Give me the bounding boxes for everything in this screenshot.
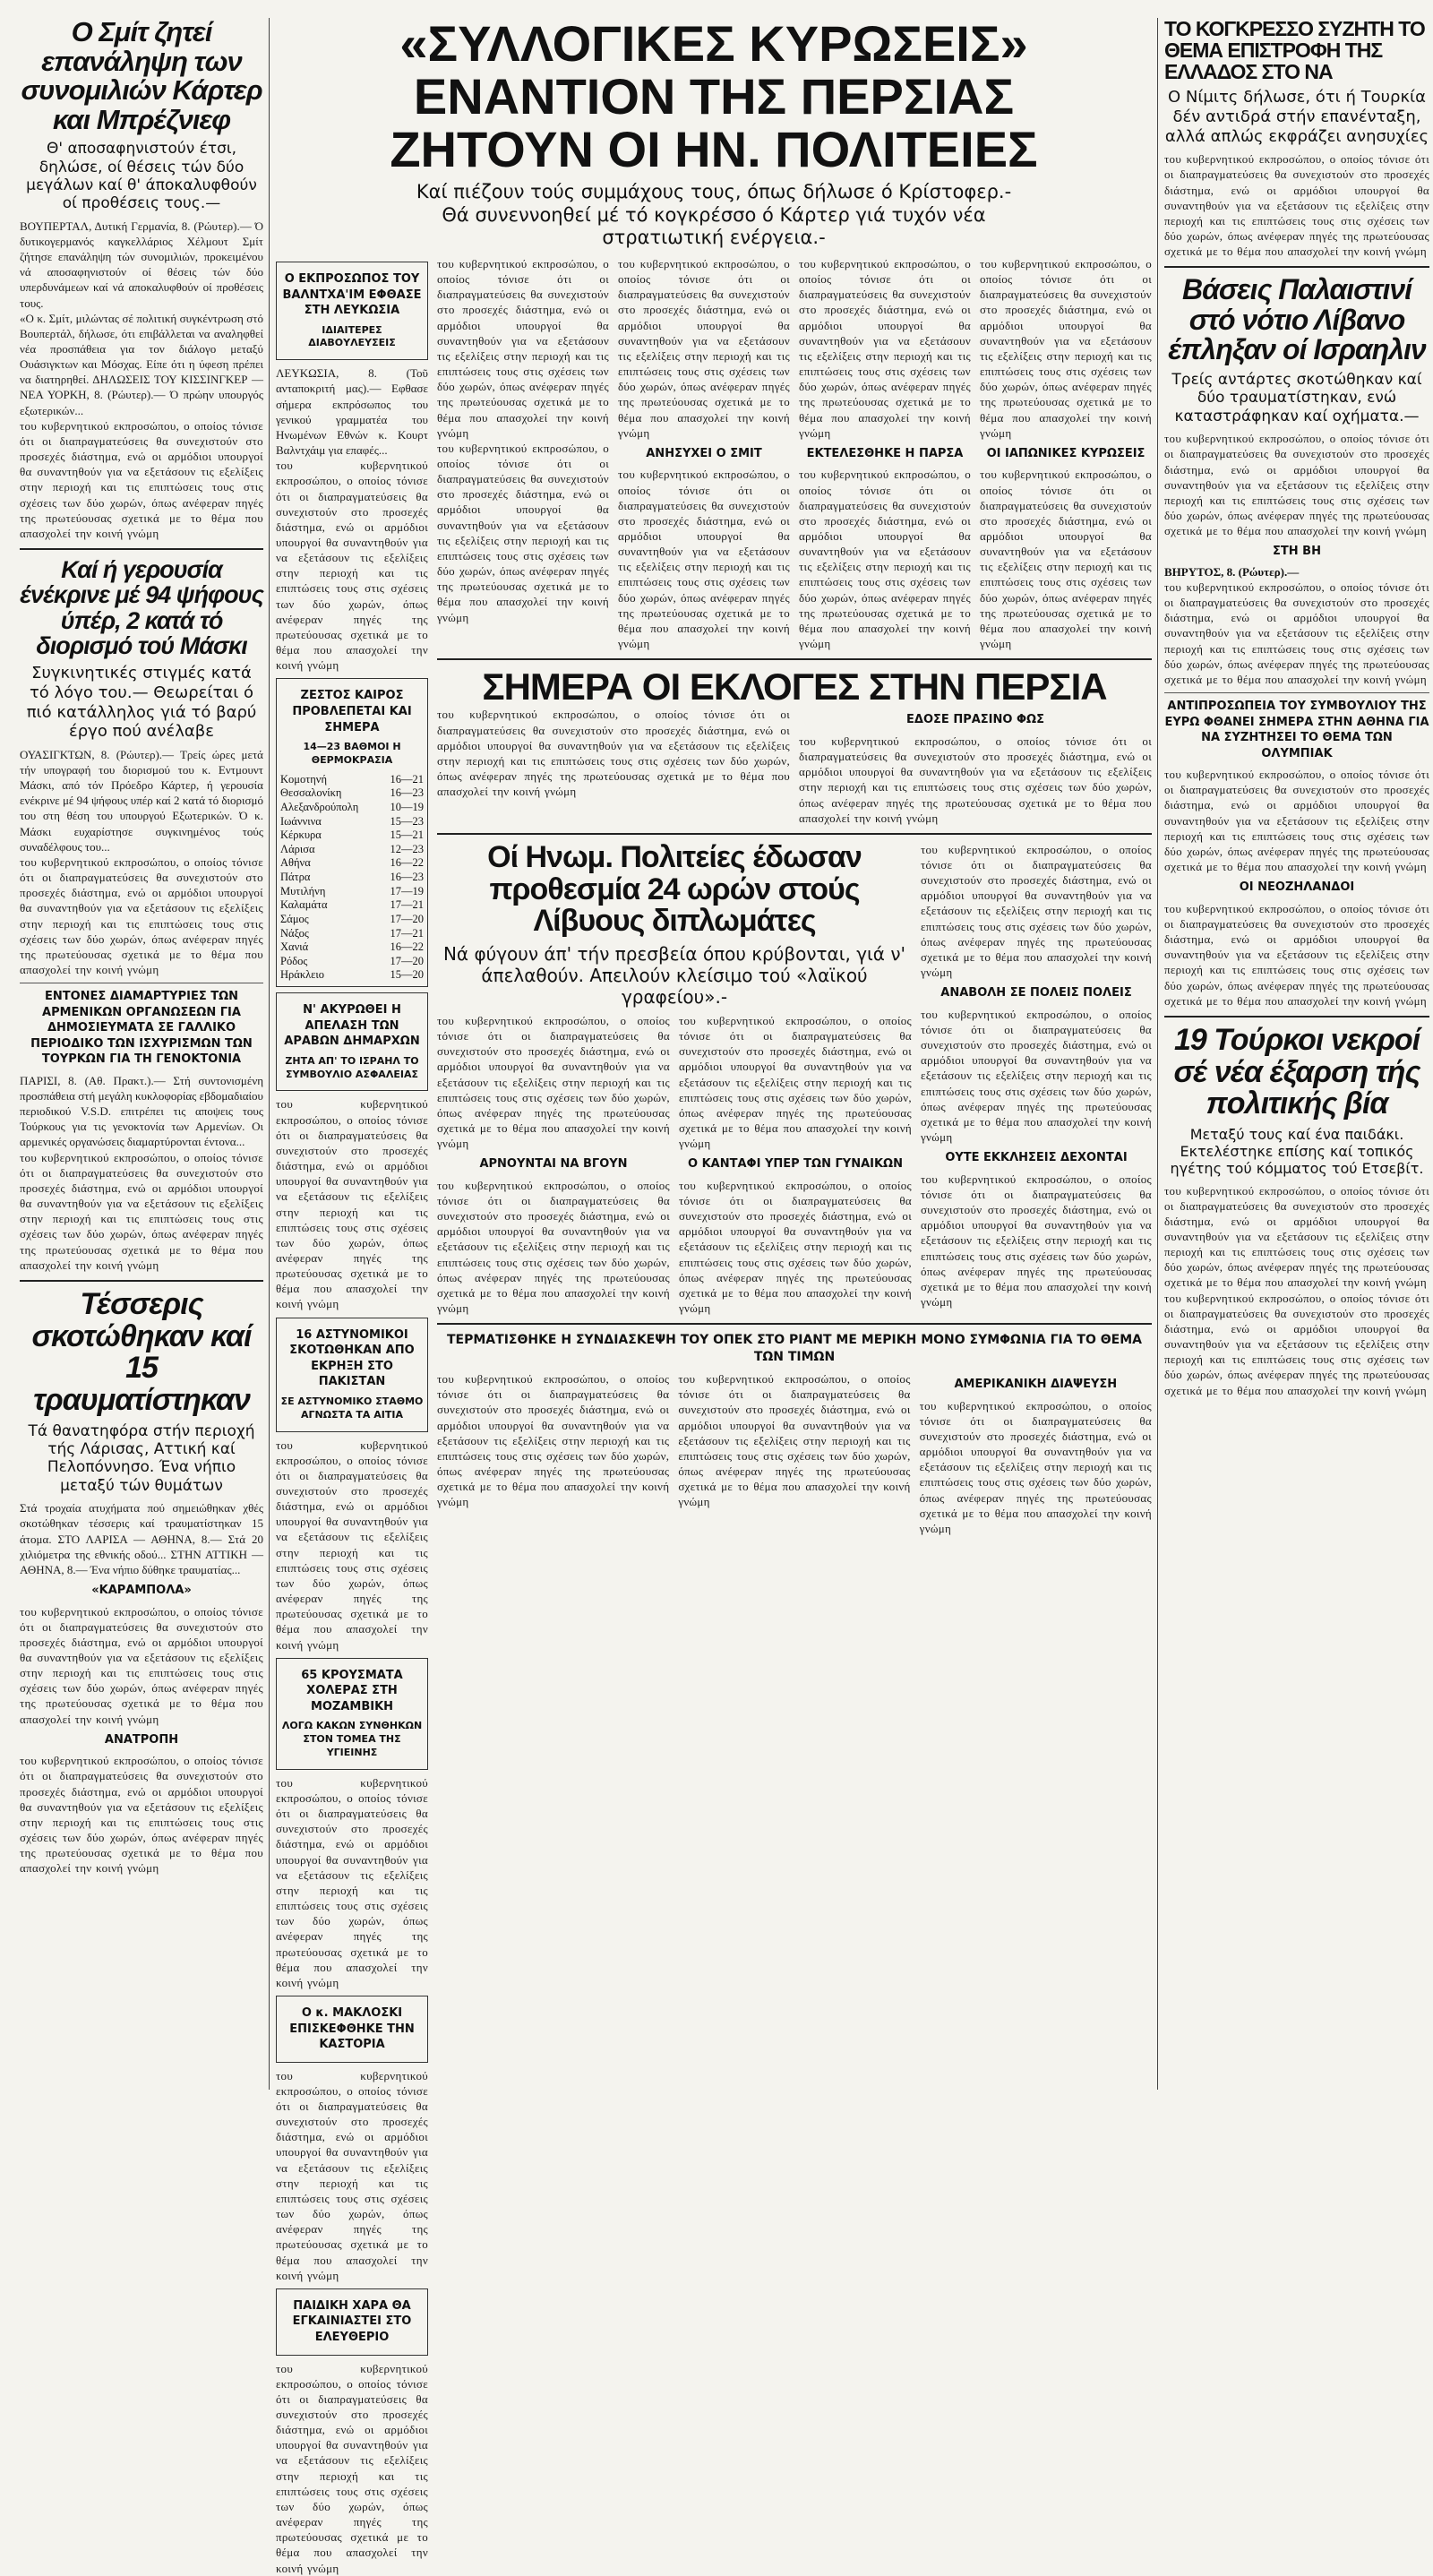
cholera-subhead: ΛΟΓΩ ΚΑΚΩΝ ΣΥΝΘΗΚΩΝ ΣΤΟΝ ΤΟΜΕΑ ΤΗΣ ΥΓΙΕΙΝΗΣ [281, 1720, 423, 1759]
waldheim-headline: Ο ΕΚΠΡΟΣΩΠΟΣ ΤΟΥ ΒΑΛΝΤΧΑ'ΙΜ ΕΦΘΑΣΕ ΣΤΗ ΛΕΥΚΩΣΙΑ [282, 271, 422, 318]
temperature-range: 17—20 [390, 954, 424, 967]
kastoria-filler: του κυβερνητικού εκπροσώπου, ο οποίος τόνισε ότι οι διαπραγματεύσεις θα συνεχιστούν στο προσεχές διάστημα, ενώ οι αρμόδιοι υπουργοί θα συναντηθούν για να εξετάσουν τις εξελίξεις στην περιοχή και τις επιπτώσεις τους στις σχέσεις των δύο χωρών, όπως ανέφεραν πηγές της πρωτεύουσας σχετικά με το θέμα που απασχολεί την κοινή γνώμη [276, 2068, 428, 2282]
opec-filler: του κυβερνητικού εκπροσώπου, ο οποίος τόνισε ότι οι διαπραγματεύσεις θα συνεχιστούν στο προσεχές διάστημα, ενώ οι αρμόδιοι υπουργοί θα συναντηθούν για να εξετάσουν τις εξελίξεις στην περιοχή και τις επιπτώσεις τους στις σχέσεις των δύο χωρών, όπως ανέφεραν πηγές της πρωτεύουσας σχετικά με το θέμα που απασχολεί την κοινή γνώμη [919, 1398, 1152, 1535]
city-name: Πάτρα [280, 871, 311, 884]
temperature-row [280, 815, 424, 829]
playground-headline: ΠΑΙΔΙΚΗ ΧΑΡΑ ΘΑ ΕΓΚΑΙΝΙΑΣΤΕΙ ΣΤΟ ΕΛΕΥΘΕΡΙΟ [292, 2298, 412, 2344]
waldheim-body: ΛΕΥΚΩΣΙΑ, 8. (Τοῦ ανταποκριτή μας).— Εφθασε σήμερα εκπρόσωπος του γενικού γραμματέα του Ηνωμένων Εθνών κ. Κουρτ Βαλντχάιμ για επαφές... [276, 366, 428, 458]
text-col [679, 1013, 912, 1316]
temperature-range: 17—20 [390, 912, 424, 925]
weather-box [276, 678, 428, 987]
story-filler: του κυβερνητικού εκπροσώπου, ο οποίος τόνισε ότι οι διαπραγματεύσεις θα συνεχιστούν στο προσεχές διάστημα, ενώ οι αρμόδιοι υπουργοί θα συναντηθούν για να εξετάσουν τις εξελίξεις στην περιοχή και τις επιπτώσεις τους στις σχέσεις των δύο χωρών, όπως ανέφεραν πηγές της πρωτεύουσας σχετικά με το θέμα που απασχολεί την κοινή γνώμη [980, 468, 1152, 651]
text-col [437, 256, 609, 651]
temperature-row [280, 955, 424, 969]
center-col-b-d [437, 256, 1152, 2576]
divider [437, 833, 1152, 835]
temperature-range: 12—23 [390, 842, 424, 855]
lebanon-headline: Βάσεις Παλαιστινί στό νότιο Λίβανο έπληξαν οί Ισραηλιν [1168, 273, 1426, 366]
persia-columns [437, 707, 1152, 825]
city-name: Αλεξανδρούπολη [280, 800, 359, 813]
persia-filler: του κυβερνητικού εκπροσώπου, ο οποίος τόνισε ότι οι διαπραγματεύσεις θα συνεχιστούν στο προσεχές διάστημα, ενώ οι αρμόδιοι υπουργοί θα συναντηθούν για να εξετάσουν τις εξελίξεις στην περιοχή και τις επιπτώσεις τους στις σχέσεις των δύο χωρών, όπως ανέφεραν πηγές της πρωτεύουσας σχετικά με το θέμα που απασχολεί την κοινή γνώμη [437, 708, 790, 799]
story-filler: του κυβερνητικού εκπροσώπου, ο οποίος τόνισε ότι οι διαπραγματεύσεις θα συνεχιστούν στο προσεχές διάστημα, ενώ οι αρμόδιοι υπουργοί θα συναντηθούν για να εξετάσουν τις εξελίξεις στην περιοχή και τις επιπτώσεις τους στις σχέσεις των δύο χωρών, όπως ανέφεραν πηγές της πρωτεύουσας σχετικά με το θέμα που απασχολεί την κοινή γνώμη [799, 256, 971, 440]
center-block [276, 15, 1152, 2575]
main-headline-line2: ΕΝΑΝΤΙΟΝ ΤΗΣ ΠΕΡΣΙΑΣ [413, 67, 1015, 125]
temperature-range: 16—23 [390, 871, 424, 884]
temperature-row [280, 843, 424, 857]
side-filler: του κυβερνητικού εκπροσώπου, ο οποίος τόνισε ότι οι διαπραγματεύσεις θα συνεχιστούν στο προσεχές διάστημα, ενώ οι αρμόδιοι υπουργοί θα συναντηθούν για να εξετάσουν τις εξελίξεις στην περιοχή και τις επιπτώσεις τους στις σχέσεις των δύο χωρών, όπως ανέφεραν πηγές της πρωτεύουσας σχετικά με το θέμα που απασχολεί την κοινή γνώμη [921, 1007, 1152, 1145]
city-name: Λάρισα [280, 842, 315, 855]
council-filler-2: του κυβερνητικού εκπροσώπου, ο οποίος τόνισε ότι οι διαπραγματεύσεις θα συνεχιστούν στο προσεχές διάστημα, ενώ οι αρμόδιοι υπουργοί θα συναντηθούν για να εξετάσουν τις εξελίξεις στην περιοχή και τις επιπτώσεις τους στις σχέσεις των δύο χωρών, όπως ανέφεραν πηγές της πρωτεύουσας σχετικά με το θέμα που απασχολεί την κοινή γνώμη [1164, 901, 1429, 1008]
temperature-row [280, 913, 424, 927]
side-filler: του κυβερνητικού εκπροσώπου, ο οποίος τόνισε ότι οι διαπραγματεύσεις θα συνεχιστούν στο προσεχές διάστημα, ενώ οι αρμόδιοι υπουργοί θα συναντηθούν για να εξετάσουν τις εξελίξεις στην περιοχή και τις επιπτώσεις τους στις σχέσεις των δύο χωρών, όπως ανέφεραν πηγές της πρωτεύουσας σχετικά με το θέμα που απασχολεί την κοινή γνώμη [921, 1172, 1152, 1309]
temperature-row [280, 871, 424, 885]
smit-body: ΒΟΥΠΕΡΤΑΛ, Δυτική Γερμανία, 8. (Ρώυτερ).— Ό δυτικογερμανός καγκελλάριος Χέλμουτ Σμίτ ζήτησε επανάληψη τών συνομιλιών, προκειμένου νά αποσαφηνιστούν οί θέσεις τών δύο υπερδυνάμεων καί νά αποκαλυφθούν οί προθέσεις τους. [20, 219, 263, 310]
cholera-box [276, 1658, 428, 1770]
opec-columns [437, 1371, 1152, 1536]
waldheim-filler: του κυβερνητικού εκπροσώπου, ο οποίος τόνισε ότι οι διαπραγματεύσεις θα συνεχιστούν στο προσεχές διάστημα, ενώ οι αρμόδιοι υπουργοί θα συναντηθούν για να εξετάσουν τις εξελίξεις στην περιοχή και τις επιπτώσεις τους στις σχέσεις των δύο χωρών, όπως ανέφεραν πηγές της πρωτεύουσας σχετικά με το θέμα που απασχολεί την κοινή γνώμη [276, 459, 428, 673]
council-headline: ΑΝΤΙΠΡΟΣΩΠΕΙΑ ΤΟΥ ΣΥΜΒΟΥΛΙΟΥ ΤΗΣ ΕΥΡΩ ΦΘΑΝΕΙ ΣΗΜΕΡΑ ΣΤΗΝ ΑΘΗΝΑ ΓΙΑ ΝΑ ΣΥΖΗΤΗΣΕΙ ΤΟ ΘΕΜΑ ΤΩΝ ΟΛΥΜΠΙΑΚ [1164, 699, 1429, 760]
weather-subhead: 14—23 ΒΑΘΜΟΙ Η ΘΕΡΜΟΚΡΑΣΙΑ [303, 741, 401, 766]
column-rule [269, 18, 270, 2090]
city-name: Καλαμάτα [280, 898, 328, 912]
top-story-columns [437, 256, 1152, 651]
divider [1164, 1016, 1429, 1018]
smit-body-2: «Ο κ. Σμίτ, μιλώντας σέ πολιτική συγκέντρωση στό Βουπερτάλ, δήλωσε, ότι επιβάλλεται να αναληφθεί νέα προσπάθεια για τον διάλογο μεταξύ Ουάσιγκτων και Μόσχας. Είπε ότι η ύφεση πρέπει να διατηρηθεί. ΔΗΛΩΣΕΙΣ ΤΟΥ ΚΙΣΣΙΝΓΚΕΡ — ΝΕΑ ΥΟΡΚΗ, 8. (Ρώυτερ).— Ό πρώην υπουργός εξωτερικών... [20, 311, 263, 417]
temperature-range: 16—23 [390, 786, 424, 800]
temperature-table [280, 773, 424, 983]
accidents-headline: Τέσσερις σκοτώθηκαν καί 15 τραυματίστηκαν [31, 1286, 252, 1417]
cholera-filler: του κυβερνητικού εκπροσώπου, ο οποίος τόνισε ότι οι διαπραγματεύσεις θα συνεχιστούν στο προσεχές διάστημα, ενώ οι αρμόδιοι υπουργοί θα συναντηθούν για να εξετάσουν τις εξελίξεις στην περιοχή και τις επιπτώσεις τους στις σχέσεις των δύο χωρών, όπως ανέφεραν πηγές της πρωτεύουσας σχετικά με το θέμα που απασχολεί την κοινή γνώμη [276, 1775, 428, 1989]
story-filler: του κυβερνητικού εκπροσώπου, ο οποίος τόνισε ότι οι διαπραγματεύσεις θα συνεχιστούν στο προσεχές διάστημα, ενώ οι αρμόδιοι υπουργοί θα συναντηθούν για να εξετάσουν τις εξελίξεις στην περιοχή και τις επιπτώσεις τους στις σχέσεις των δύο χωρών, όπως ανέφεραν πηγές της πρωτεύουσας σχετικά με το θέμα που απασχολεί την κοινή γνώμη [799, 468, 971, 651]
story-filler: του κυβερνητικού εκπροσώπου, ο οποίος τόνισε ότι οι διαπραγματεύσεις θα συνεχιστούν στο προσεχές διάστημα, ενώ οι αρμόδιοι υπουργοί θα συναντηθούν για να εξετάσουν τις εξελίξεις στην περιοχή και τις επιπτώσεις τους στις σχέσεις των δύο χωρών, όπως ανέφεραν πηγές της πρωτεύουσας σχετικά με το θέμα που απασχολεί την κοινή γνώμη [437, 441, 609, 624]
temperature-row [280, 829, 424, 843]
smit-headline: Ο Σμίτ ζητεί επανάληψη των συνομιλιών Κάρτερ και Μπρέζνιεφ [21, 16, 262, 135]
center-columns [276, 256, 1152, 2576]
divider [1164, 692, 1429, 693]
accidents-filler-2: του κυβερνητικού εκπροσώπου, ο οποίος τόνισε ότι οι διαπραγματεύσεις θα συνεχιστούν στο προσεχές διάστημα, ενώ οι αρμόδιοι υπουργοί θα συναντηθούν για να εξετάσουν τις εξελίξεις στην περιοχή και τις επιπτώσεις τους στις σχέσεις των δύο χωρών, όπως ανέφεραν πηγές της πρωτεύουσας σχετικά με το θέμα που απασχολεί την κοινή γνώμη [20, 1754, 263, 1876]
council-filler: του κυβερνητικού εκπροσώπου, ο οποίος τόνισε ότι οι διαπραγματεύσεις θα συνεχιστούν στο προσεχές διάστημα, ενώ οι αρμόδιοι υπουργοί θα συναντηθούν για να εξετάσουν τις εξελίξεις στην περιοχή και τις επιπτώσεις τους στις σχέσεις των δύο χωρών, όπως ανέφεραν πηγές της πρωτεύουσας σχετικά με το θέμα που απασχολεί την κοινή γνώμη [1164, 768, 1429, 874]
text-col [980, 256, 1152, 651]
cholera-headline: 65 ΚΡΟΥΣΜΑΤΑ ΧΟΛΕΡΑΣ ΣΤΗ ΜΟΖΑΜΒΙΚΗ [301, 1668, 403, 1713]
karambola-head: «ΚΑΡΑΜΠΟΛΑ» [91, 1583, 192, 1597]
pakistan-headline: 16 ΑΣΤΥΝΟΜΙΚΟΙ ΣΚΟΤΩΘΗΚΑΝ ΑΠΟ ΕΚΡΗΞΗ ΣΤΟ ΠΑΚΙΣΤΑΝ [289, 1327, 415, 1389]
smit-subhead: Θ' αποσαφηνιστούν έτσι, δηλώσε, οί θέσεις τών δύο μεγάλων καί θ' άποκαλυφθούν οί προθέσεις τους.— [26, 140, 257, 213]
armenian-body: ΠΑΡΙΣΙ, 8. (Αθ. Πρακτ.).— Στή συντονισμένη προσπάθεια στή μεγάλη κυκλοφορίας εβδομαδιαίου περιοδικού V.S.D. επιτρέπει τις αποψεις τους Τούρκους για τις γενοκτονία των Αρμενίων. Οι αρμενικές οργανώσεις διαμαρτύρονται έντονα... [20, 1073, 263, 1149]
playground-box [276, 2288, 428, 2356]
muskie-body: ΟΥΑΣΙΓΚΤΩΝ, 8. (Ρώυτερ).— Τρείς ώρες μετά τήν υπογραφή του διορισμού του κ. Εντμουντ Μάσκι, από τόν Πρόεδρο Κάρτερ, ή γερουσία ενέκρινε μέ 94 ψήφους υπέρ καί 2 κατά τό διορισμό του στη θέση του υπουργού Εξωτερικών. Ό κ. Μάσκι ευχαρίστησε συγκινημένος τούς συναδέλφους του... [20, 747, 263, 854]
muskie-filler: του κυβερνητικού εκπροσώπου, ο οποίος τόνισε ότι οι διαπραγματεύσεις θα συνεχιστούν στο προσεχές διάστημα, ενώ οι αρμόδιοι υπουργοί θα συναντηθούν για να εξετάσουν τις εξελίξεις στην περιοχή και τις επιπτώσεις τους στις σχέσεις των δύο χωρών, όπως ανέφεραν πηγές της πρωτεύουσας σχετικά με το θέμα που απασχολεί την κοινή γνώμη [20, 854, 263, 976]
main-subhead: Καί πιέζουν τούς συμμάχους τους, όπως δήλωσε ό Κρίστοφερ.- Θά συνεννοηθεί μέ τό κογκρέσσο ό Κάρτερ γιά τυχόν νέα στρατιωτική ενέργεια.- [416, 181, 1012, 248]
weather-headline: ΖΕΣΤΟΣ ΚΑΙΡΟΣ ΠΡΟΒΛΕΠΕΤΑΙ ΚΑΙ ΣΗΜΕΡΑ [292, 689, 412, 734]
gaddafi-head: Ο ΚΑΝΤΑΦΙ ΥΠΕΡ ΤΩΝ ΓΥΝΑΙΚΩΝ [688, 1157, 903, 1172]
temperature-row [280, 786, 424, 801]
temperature-range: 17—21 [390, 898, 424, 912]
column-rule [1157, 18, 1158, 2090]
city-name: Σάμος [280, 912, 309, 925]
temperature-range: 15—21 [390, 829, 424, 842]
beirut-head: ΣΤΗ ΒΗ [1273, 545, 1321, 559]
persia-filler: του κυβερνητικού εκπροσώπου, ο οποίος τόνισε ότι οι διαπραγματεύσεις θα συνεχιστούν στο προσεχές διάστημα, ενώ οι αρμόδιοι υπουργοί θα συναντηθούν για να εξετάσουν τις εξελίξεις στην περιοχή και τις επιπτώσεις τους στις σχέσεις των δύο χωρών, όπως ανέφεραν πηγές της πρωτεύουσας σχετικά με το θέμα που απασχολεί την κοινή γνώμη [799, 734, 1152, 825]
japan-head: ΟΙ ΙΑΠΩΝΙΚΕΣ ΚΥΡΩΣΕΙΣ [986, 446, 1146, 460]
turkey-subhead: Μεταξύ τους καί ένα παιδάκι. Εκτελέστηκε επίσης καί τοπικός ηγέτης τού κόμματος τού Ετσεβίτ. [1170, 1125, 1424, 1178]
mayors-filler: του κυβερνητικού εκπροσώπου, ο οποίος τόνισε ότι οι διαπραγματεύσεις θα συνεχιστούν στο προσεχές διάστημα, ενώ οι αρμόδιοι υπουργοί θα συναντηθούν για να εξετάσουν τις εξελίξεις στην περιοχή και τις επιπτώσεις τους στις σχέσεις των δύο χωρών, όπως ανέφεραν πηγές της πρωτεύουσας σχετικά με το θέμα που απασχολεί την κοινή γνώμη [276, 1097, 428, 1311]
city-name: Κομοτηνή [280, 772, 327, 786]
temperature-row [280, 801, 424, 815]
anisychei-head: ΑΝΗΣΥΧΕΙ Ο ΣΜΙΤ [646, 446, 762, 460]
text-col [799, 707, 1152, 825]
turkey-headline: 19 Τούρκοι νεκροί σέ νέα έξαρση τής πολιτικής βία [1173, 1022, 1420, 1121]
temperature-row [280, 773, 424, 787]
story-filler: του κυβερνητικού εκπροσώπου, ο οποίος τόνισε ότι οι διαπραγματεύσεις θα συνεχιστούν στο προσεχές διάστημα, ενώ οι αρμόδιοι υπουργοί θα συναντηθούν για να εξετάσουν τις εξελίξεις στην περιοχή και τις επιπτώσεις τους στις σχέσεις των δύο χωρών, όπως ανέφεραν πηγές της πρωτεύουσας σχετικά με το θέμα που απασχολεί την κοινή γνώμη [980, 256, 1152, 440]
text-col [799, 256, 971, 651]
city-name: Χανιά [280, 940, 309, 954]
city-name: Θεσσαλονίκη [280, 786, 342, 800]
armenian-headline: ΕΝΤΟΝΕΣ ΔΙΑΜΑΡΤΥΡΙΕΣ ΤΩΝ ΑΡΜΕΝΙΚΩΝ ΟΡΓΑΝΩΣΕΩΝ ΓΙΑ ΔΗΜΟΣΙΕΥΜΑΤΑ ΣΕ ΓΑΛΛΙΚΟ ΠΕΡΙΟΔΙΚΟ ΤΩΝ ΙΣΧΥΡΙΣΜΩΝ ΤΩΝ ΤΟΥΡΚΩΝ ΓΙΑ ΤΗ ΓΕΝΟΚΤΟΝΙΑ [30, 990, 253, 1067]
temperature-row [280, 885, 424, 899]
libya-subhead: Νά φύγουν άπ' τήν πρεσβεία όπου κρύβονται, γιά ν' άπελαθούν. Απειλούν κλείσιμο τού «λαϊκού γραφείου».- [442, 942, 906, 1008]
pakistan-box [276, 1318, 428, 1432]
opec-headline: ΤΕΡΜΑΤΙΣΘΗΚΕ Η ΣΥΝΔΙΑΣΚΕΨΗ ΤΟΥ ΟΠΕΚ ΣΤΟ ΡΙΑΝΤ ΜΕ ΜΕΡΙΚΗ ΜΟΝΟ ΣΥΜΦΩΝΙΑ ΓΙΑ ΤΟ ΘΕΜΑ ΤΩΝ ΤΙΜΩΝ [447, 1333, 1142, 1365]
right-column [1164, 18, 1429, 2090]
muskie-headline: Καί ή γερουσία ένέκρινε μέ 94 ψήφους ύπέρ, 2 κατά τό διορισμό τού Μάσκι [20, 556, 263, 660]
persia-elections-headline: ΣΗΜΕΡΑ ΟΙ ΕΚΛΟΓΕΣ ΣΤΗΝ ΠΕΡΣΙΑ [482, 665, 1107, 708]
city-name: Αθήνα [280, 856, 311, 870]
opec-filler: του κυβερνητικού εκπροσώπου, ο οποίος τόνισε ότι οι διαπραγματεύσεις θα συνεχιστούν στο προσεχές διάστημα, ενώ οι αρμόδιοι υπουργοί θα συναντηθούν για να εξετάσουν τις εξελίξεις στην περιοχή και τις επιπτώσεις τους στις σχέσεις των δύο χωρών, όπως ανέφεραν πηγές της πρωτεύουσας σχετικά με το θέμα που απασχολεί την κοινή γνώμη [678, 1372, 911, 1509]
libya-columns [437, 1013, 912, 1316]
libya-filler: του κυβερνητικού εκπροσώπου, ο οποίος τόνισε ότι οι διαπραγματεύσεις θα συνεχιστούν στο προσεχές διάστημα, ενώ οι αρμόδιοι υπουργοί θα συναντηθούν για να εξετάσουν τις εξελίξεις στην περιοχή και τις επιπτώσεις τους στις σχέσεις των δύο χωρών, όπως ανέφεραν πηγές της πρωτεύουσας σχετικά με το θέμα που απασχολεί την κοινή γνώμη [437, 1178, 670, 1316]
appeals-head: ΟΥΤΕ ΕΚΚΛΗΣΕΙΣ ΔΕΧΟΝΤΑΙ [945, 1151, 1128, 1165]
text-col [437, 1013, 670, 1316]
center-col-a [276, 256, 428, 2576]
libya-filler: του κυβερνητικού εκπροσώπου, ο οποίος τόνισε ότι οι διαπραγματεύσεις θα συνεχιστούν στο προσεχές διάστημα, ενώ οι αρμόδιοι υπουργοί θα συναντηθούν για να εξετάσουν τις εξελίξεις στην περιοχή και τις επιπτώσεις τους στις σχέσεις των δύο χωρών, όπως ανέφεραν πηγές της πρωτεύουσας σχετικά με το θέμα που απασχολεί την κοινή γνώμη [437, 1013, 670, 1151]
left-column [20, 18, 263, 2090]
accidents-filler: του κυβερνητικού εκπροσώπου, ο οποίος τόνισε ότι οι διαπραγματεύσεις θα συνεχιστούν στο προσεχές διάστημα, ενώ οι αρμόδιοι υπουργοί θα συναντηθούν για να εξετάσουν τις εξελίξεις στην περιοχή και τις επιπτώσεις τους στις σχέσεις των δύο χωρών, όπως ανέφεραν πηγές της πρωτεύουσας σχετικά με το θέμα που απασχολεί την κοινή γνώμη [20, 1604, 263, 1726]
pakistan-subhead: ΣΕ ΑΣΤΥΝΟΜΙΚΟ ΣΤΑΘΜΟ ΑΓΝΩΣΤΑ ΤΑ ΑΙΤΙΑ [280, 1395, 424, 1421]
main-headline-line1: «ΣΥΛΛΟΓΙΚΕΣ ΚΥΡΩΣΕΙΣ» [399, 15, 1028, 72]
libya-headline: Οί Ηνωμ. Πολιτείες έδωσαν προθεσμία 24 ωρών στούς Λίβυους διπλωμάτες [487, 839, 862, 939]
story-filler: του κυβερνητικού εκπροσώπου, ο οποίος τόνισε ότι οι διαπραγματεύσεις θα συνεχιστούν στο προσεχές διάστημα, ενώ οι αρμόδιοι υπουργοί θα συναντηθούν για να εξετάσουν τις εξελίξεις στην περιοχή και τις επιπτώσεις τους στις σχέσεις των δύο χωρών, όπως ανέφεραν πηγές της πρωτεύουσας σχετικά με το θέμα που απασχολεί την κοινή γνώμη [618, 256, 790, 440]
green-light-head: ΕΔΟΣΕ ΠΡΑΣΙΝΟ ΦΩΣ [906, 713, 1044, 727]
text-col [678, 1371, 910, 1536]
american-denial-head: ΑΜΕΡΙΚΑΝΙΚΗ ΔΙΑΨΕΥΣΗ [954, 1378, 1118, 1392]
text-col [618, 256, 790, 651]
temperature-range: 16—21 [390, 772, 424, 786]
city-name: Μυτιλήνη [280, 884, 326, 897]
temperature-row [280, 856, 424, 871]
waldheim-subhead: ΙΔΙΑΙΤΕΡΕΣ ΔΙΑΒΟΥΛΕΥΣΕΙΣ [308, 323, 396, 349]
temperature-range: 10—19 [390, 800, 424, 813]
postpone-head: ΑΝΑΒΟΛΗ ΣΕ ΠΟΛΕΙΣ ΠΟΛΕΙΣ [940, 986, 1132, 1000]
pakistan-filler: του κυβερνητικού εκπροσώπου, ο οποίος τόνισε ότι οι διαπραγματεύσεις θα συνεχιστούν στο προσεχές διάστημα, ενώ οι αρμόδιοι υπουργοί θα συναντηθούν για να εξετάσουν τις εξελίξεις στην περιοχή και τις επιπτώσεις τους στις σχέσεις των δύο χωρών, όπως ανέφεραν πηγές της πρωτεύουσας σχετικά με το θέμα που απασχολεί την κοινή γνώμη [276, 1438, 428, 1652]
opec-filler: του κυβερνητικού εκπροσώπου, ο οποίος τόνισε ότι οι διαπραγματεύσεις θα συνεχιστούν στο προσεχές διάστημα, ενώ οι αρμόδιοι υπουργοί θα συναντηθούν για να εξετάσουν τις εξελίξεις στην περιοχή και τις επιπτώσεις τους στις σχέσεις των δύο χωρών, όπως ανέφεραν πηγές της πρωτεύουσας σχετικά με το θέμα που απασχολεί την κοινή γνώμη [437, 1372, 670, 1509]
mayors-subhead: ΖΗΤΑ ΑΠ' ΤΟ ΙΣΡΑΗΛ ΤΟ ΣΥΜΒΟΥΛΙΟ ΑΣΦΑΛΕΙΑΣ [285, 1054, 419, 1080]
temperature-range: 17—19 [390, 884, 424, 897]
accidents-body: Στά τροχαία ατυχήματα πού σημειώθηκαν χθές σκοτώθηκαν τέσσερις καί τραυματίστηκαν 15 άτομα. ΣΤΟ ΛΑΡΙΣΑ — ΑΘΗΝΑ, 8.— Στά 20 χιλιόμετρα της εθνικής οδού... ΣΤΗΝ ΑΤΤΙΚΗ — ΑΘΗΝΑ, 8.— Ένα νήπιο δύθηκε τραυματίας... [20, 1501, 263, 1576]
city-name: Ηράκλειο [280, 968, 325, 982]
city-name: Ρόδος [280, 954, 308, 967]
refuse-head: ΑΡΝΟΥΝΤΑΙ ΝΑ ΒΓΟΥΝ [479, 1157, 628, 1172]
congress-subhead: Ο Νίμιτς δήλωσε, ότι ή Τουρκία δέν αντιδρά στήν επανένταξη, αλλά απλώς εκφράζει ανησυχίες [1164, 88, 1429, 146]
main-headline-line3: ΖΗΤΟΥΝ ΟΙ ΗΝ. ΠΟΛΙΤΕΙΕΣ [390, 120, 1038, 177]
lebanon-filler: του κυβερνητικού εκπροσώπου, ο οποίος τόνισε ότι οι διαπραγματεύσεις θα συνεχιστούν στο προσεχές διάστημα, ενώ οι αρμόδιοι υπουργοί θα συναντηθούν για να εξετάσουν τις εξελίξεις στην περιοχή και τις επιπτώσεις τους στις σχέσεις των δύο χωρών, όπως ανέφεραν πηγές της πρωτεύουσας σχετικά με το θέμα που απασχολεί την κοινή γνώμη [1164, 432, 1429, 538]
libya-filler: του κυβερνητικού εκπροσώπου, ο οποίος τόνισε ότι οι διαπραγματεύσεις θα συνεχιστούν στο προσεχές διάστημα, ενώ οι αρμόδιοι υπουργοί θα συναντηθούν για να εξετάσουν τις εξελίξεις στην περιοχή και τις επιπτώσεις τους στις σχέσεις των δύο χωρών, όπως ανέφεραν πηγές της πρωτεύουσας σχετικά με το θέμα που απασχολεί την κοινή γνώμη [679, 1178, 912, 1316]
turkey-filler: του κυβερνητικού εκπροσώπου, ο οποίος τόνισε ότι οι διαπραγματεύσεις θα συνεχιστούν στο προσεχές διάστημα, ενώ οι αρμόδιοι υπουργοί θα συναντηθούν για να εξετάσουν τις εξελίξεις στην περιοχή και τις επιπτώσεις τους στις σχέσεις των δύο χωρών, όπως ανέφεραν πηγές της πρωτεύουσας σχετικά με το θέμα που απασχολεί την κοινή γνώμη [1164, 1183, 1429, 1290]
kastoria-box [276, 1996, 428, 2063]
temperature-range: 15—23 [390, 814, 424, 828]
city-name: Ιωάννινα [280, 814, 322, 828]
city-name: Νάξος [280, 926, 309, 940]
temperature-range: 15—20 [390, 968, 424, 982]
divider [437, 658, 1152, 660]
divider [1164, 266, 1429, 268]
accidents-subhead: Τά θανατηφόρα στήν περιοχή τής Λάρισας, Αττική καί Πελοπόννησο. Ένα νήπιο μεταξύ τών θυμάτων [28, 1421, 255, 1495]
temperature-row [280, 968, 424, 983]
temperature-row [280, 940, 424, 955]
temperature-range: 16—22 [390, 856, 424, 870]
side-filler: του κυβερνητικού εκπροσώπου, ο οποίος τόνισε ότι οι διαπραγματεύσεις θα συνεχιστούν στο προσεχές διάστημα, ενώ οι αρμόδιοι υπουργοί θα συναντηθούν για να εξετάσουν τις εξελίξεις στην περιοχή και τις επιπτώσεις τους στις σχέσεις των δύο χωρών, όπως ανέφεραν πηγές της πρωτεύουσας σχετικά με το θέμα που απασχολεί την κοινή γνώμη [921, 842, 1152, 980]
story-filler: του κυβερνητικού εκπροσώπου, ο οποίος τόνισε ότι οι διαπραγματεύσεις θα συνεχιστούν στο προσεχές διάστημα, ενώ οι αρμόδιοι υπουργοί θα συναντηθούν για να εξετάσουν τις εξελίξεις στην περιοχή και τις επιπτώσεις τους στις σχέσεις των δύο χωρών, όπως ανέφεραν πηγές της πρωτεύουσας σχετικά με το θέμα που απασχολεί την κοινή γνώμη [618, 468, 790, 651]
temperature-range: 16—22 [390, 940, 424, 954]
text-col [437, 707, 790, 825]
playground-filler: του κυβερνητικού εκπροσώπου, ο οποίος τόνισε ότι οι διαπραγματεύσεις θα συνεχιστούν στο προσεχές διάστημα, ενώ οι αρμόδιοι υπουργοί θα συναντηθούν για να εξετάσουν τις εξελίξεις στην περιοχή και τις επιπτώσεις τους στις σχέσεις των δύο χωρών, όπως ανέφεραν πηγές της πρωτεύουσας σχετικά με το θέμα που απασχολεί την κοινή γνώμη [276, 2361, 428, 2575]
city-name: Κέρκυρα [280, 829, 322, 842]
libya-filler: του κυβερνητικού εκπροσώπου, ο οποίος τόνισε ότι οι διαπραγματεύσεις θα συνεχιστούν στο προσεχές διάστημα, ενώ οι αρμόδιοι υπουργοί θα συναντηθούν για να εξετάσουν τις εξελίξεις στην περιοχή και τις επιπτώσεις τους στις σχέσεις των δύο χωρών, όπως ανέφεραν πηγές της πρωτεύουσας σχετικά με το θέμα που απασχολεί την κοινή γνώμη [679, 1013, 912, 1151]
turkey-filler-2: του κυβερνητικού εκπροσώπου, ο οποίος τόνισε ότι οι διαπραγματεύσεις θα συνεχιστούν στο προσεχές διάστημα, ενώ οι αρμόδιοι υπουργοί θα συναντηθούν για να εξετάσουν τις εξελίξεις στην περιοχή και τις επιπτώσεις τους στις σχέσεις των δύο χωρών, όπως ανέφεραν πηγές της πρωτεύουσας σχετικά με το θέμα που απασχολεί την κοινή γνώμη [1164, 1291, 1429, 1397]
temperature-range: 17—21 [390, 926, 424, 940]
story-filler: του κυβερνητικού εκπροσώπου, ο οποίος τόνισε ότι οι διαπραγματεύσεις θα συνεχιστούν στο προσεχές διάστημα, ενώ οι αρμόδιοι υπουργοί θα συναντηθούν για να εξετάσουν τις εξελίξεις στην περιοχή και τις επιπτώσεις τους στις σχέσεις των δύο χωρών, όπως ανέφεραν πηγές της πρωτεύουσας σχετικά με το θέμα που απασχολεί την κοινή γνώμη [437, 256, 609, 440]
smit-filler: του κυβερνητικού εκπροσώπου, ο οποίος τόνισε ότι οι διαπραγματεύσεις θα συνεχιστούν στο προσεχές διάστημα, ενώ οι αρμόδιοι υπουργοί θα συναντηθούν για να εξετάσουν τις εξελίξεις στην περιοχή και τις επιπτώσεις τους στις σχέσεις των δύο χωρών, όπως ανέφεραν πηγές της πρωτεύουσας σχετικά με το θέμα που απασχολεί την κοινή γνώμη [20, 418, 263, 540]
muskie-subhead: Συγκινητικές στιγμές κατά τό λόγο του.— Θεωρείται ό πιό κατάλληλος γιά τό βαρύ έργο πού ανέλαβε [26, 664, 257, 742]
lebanon-subhead: Τρείς αντάρτες σκοτώθηκαν καί δύο τραυματίστηκαν, ενώ καταστράφηκαν καί οχήματα.— [1171, 371, 1422, 425]
libya-main [437, 839, 912, 1316]
text-col [437, 1371, 669, 1536]
beirut-filler: του κυβερνητικού εκπροσώπου, ο οποίος τόνισε ότι οι διαπραγματεύσεις θα συνεχιστούν στο προσεχές διάστημα, ενώ οι αρμόδιοι υπουργοί θα συναντηθούν για να εξετάσουν τις εξελίξεις στην περιοχή και τις επιπτώσεις τους στις σχέσεις των δύο χωρών, όπως ανέφεραν πηγές της πρωτεύουσας σχετικά με το θέμα που απασχολεί την κοινή γνώμη [1164, 580, 1429, 686]
congress-filler: του κυβερνητικού εκπροσώπου, ο οποίος τόνισε ότι οι διαπραγματεύσεις θα συνεχιστούν στο προσεχές διάστημα, ενώ οι αρμόδιοι υπουργοί θα συναντηθούν για να εξετάσουν τις εξελίξεις στην περιοχή και τις επιπτώσεις τους στις σχέσεις των δύο χωρών, όπως ανέφεραν πηγές της πρωτεύουσας σχετικά με το θέμα που απασχολεί την κοινή γνώμη [1164, 152, 1429, 259]
congress-headline: ΤΟ ΚΟΓΚΡΕΣΣΟ ΣΥΖΗΤΗ ΤΟ ΘΕΜΑ ΕΠΙΣΤΡΟΦΗ ΤΗΣ ΕΛΛΑΔΟΣ ΣΤΟ ΝΑ [1164, 17, 1425, 84]
temperature-row [280, 898, 424, 913]
libya-side [921, 842, 1152, 1316]
parsa-head: ΕΚΤΕΛΕΣΘΗΚΕ Η ΠΑΡΣΑ [806, 446, 964, 460]
text-col [920, 1371, 1152, 1536]
divider [20, 1280, 263, 1282]
anatropi-head: ΑΝΑΤΡΟΠΗ [104, 1732, 179, 1747]
beirut-dateline: ΒΗΡΥΤΟΣ, 8. (Ρώυτερ).— [1164, 564, 1300, 579]
divider [20, 548, 263, 550]
new-zealand-head: ΟΙ ΝΕΟΖΗΛΑΝΔΟΙ [1239, 880, 1355, 895]
waldheim-box [276, 262, 428, 360]
divider [437, 1323, 1152, 1325]
mayors-box [276, 992, 428, 1091]
armenian-filler: του κυβερνητικού εκπροσώπου, ο οποίος τόνισε ότι οι διαπραγματεύσεις θα συνεχιστούν στο προσεχές διάστημα, ενώ οι αρμόδιοι υπουργοί θα συναντηθούν για να εξετάσουν τις εξελίξεις στην περιοχή και τις επιπτώσεις τους στις σχέσεις των δύο χωρών, όπως ανέφεραν πηγές της πρωτεύουσας σχετικά με το θέμα που απασχολεί την κοινή γνώμη [20, 1150, 263, 1272]
libya-section [437, 839, 1152, 1316]
mayors-headline: Ν' ΑΚΥΡΩΘΕΙ Η ΑΠΕΛΑΣΗ ΤΩΝ ΑΡΑΒΩΝ ΔΗΜΑΡΧΩΝ [284, 1003, 420, 1049]
temperature-row [280, 927, 424, 941]
kastoria-headline: Ο κ. ΜΑΚΛΟΣΚΙ ΕΠΙΣΚΕΦΘΗΚΕ ΤΗΝ ΚΑΣΤΟΡΙΑ [289, 2006, 415, 2052]
